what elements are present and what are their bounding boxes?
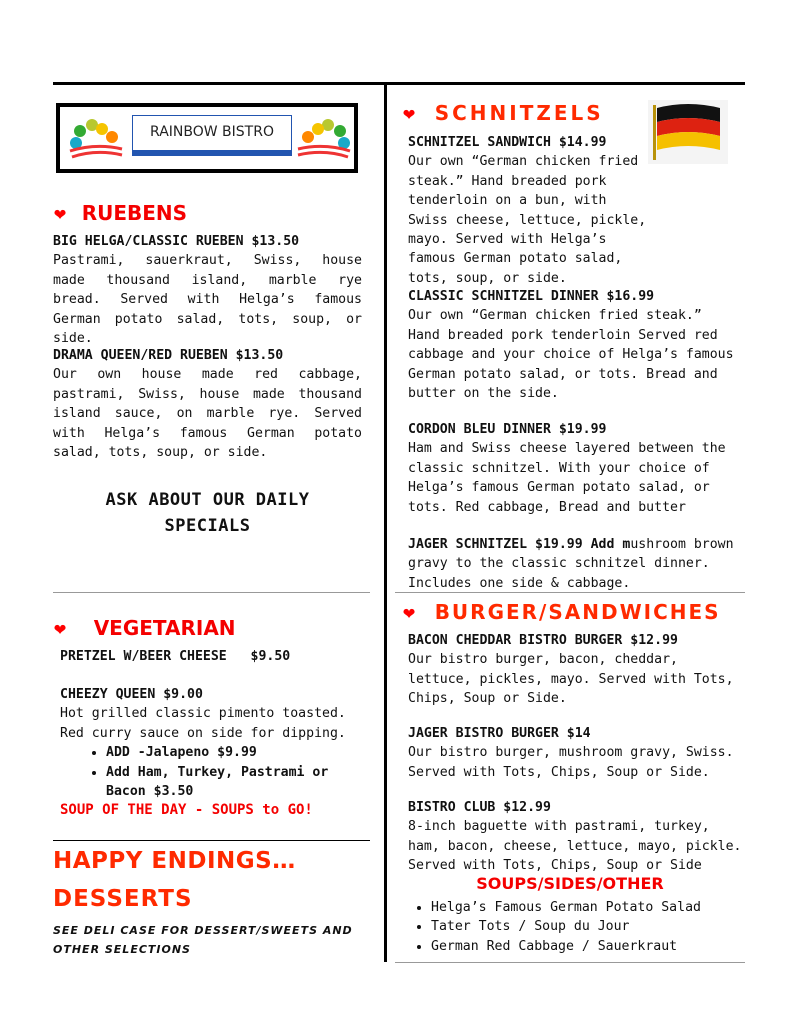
rainbow-figures-icon [294,117,354,163]
item-description: Our bistro burger, bacon, cheddar, lettuce, pickles, mayo. Served with Tots, Chips, Soup or Side. [408,652,734,707]
item-description: Hot grilled classic pimento toasted. Red curry sauce on side for dipping. [60,706,346,741]
divider [53,592,370,593]
item-description: ushroom brown gravy to the classic schnitzel dinner. Includes one side & cabbage. [408,537,734,591]
burger-item [408,798,743,876]
item-name: CLASSIC SCHNITZEL DINNER $16.99 [408,289,655,304]
burger-item [408,631,743,709]
burger-item [408,724,743,782]
daily-specials: ASK ABOUT OUR DAILY SPECIALS [105,490,310,536]
heart-icon: ❤ [54,201,67,225]
item-description [408,152,738,288]
rueben-item [53,346,362,462]
item-description: Our bistro burger, mushroom gravy, Swiss. Served with Tots, Chips, Soup or Side. [408,745,734,780]
logo-title-box: RAINBOW BISTRO [132,115,292,156]
item-name: BIG HELGA/CLASSIC RUEBEN $13.50 [53,234,300,249]
item-description: Ham and Swiss cheese layered between the classic schnitzel. With your choice of Helga’s famous German potato salad, or tots. Red cabbage, Bread and butter [408,441,726,515]
item-name: CHEEZY QUEEN $9.00 [60,687,203,702]
addon-list [60,743,346,801]
desserts-note: SEE DELI CASE FOR DESSERT/SWEETS AND OTHER SELECTIONS [53,924,353,956]
item-name: DRAMA QUEEN/RED RUEBEN $13.50 [53,348,284,363]
schnitzels-heading: ❤ SCHNITZELS [403,101,604,125]
addon-item: • ADD -Jalapeno $9.99 [106,743,346,762]
logo-box [56,103,358,173]
desc-text: Our own “German chicken fried steak.” Hand breaded pork tenderloin on a bun, with Swiss cheese, lettuce, pickle, mayo. Served with Helga’s famous German potato salad, tots, soup, or side. [408,154,647,286]
rueben-item [53,232,362,348]
heart-icon: ❤ [403,600,416,624]
schnitzel-item [408,420,738,517]
top-rule [53,82,745,85]
burgers-heading: ❤ BURGER/SANDWICHES [403,600,721,624]
side-item: • Helga’s Famous German Potato Salad [431,898,701,917]
side-item: • Tater Tots / Soup du Jour [431,917,701,936]
item-name: JAGER SCHNITZEL $19.99 Add m [408,537,631,552]
divider [395,592,745,593]
item-description: Our own house made red cabbage, pastrami, Swiss, house made thousand island sauce, on marble rye. Served with Helga’s famous German potato salad, tots, soup, or side. [53,367,362,461]
side-item: • German Red Cabbage / Sauerkraut [431,937,701,956]
desc-wrap [408,152,648,288]
item-name: BISTRO CLUB $12.99 [408,800,551,815]
rainbow-figures-icon [66,117,126,163]
pretzel-item: PRETZEL W/BEER CHEESE $9.50 [60,649,291,664]
item-name: CORDON BLEU DINNER $19.99 [408,422,607,437]
addon-item: • Add Ham, Turkey, Pastrami or Bacon $3.50 [106,763,346,802]
ruebens-heading: ❤ RUEBENS [54,201,188,225]
divider [395,962,745,963]
column-divider [384,82,387,962]
cheezy-queen-item [60,685,370,821]
desserts-heading: DESSERTS [53,886,193,912]
schnitzel-item [408,133,738,288]
item-name: SCHNITZEL SANDWICH $14.99 [408,135,607,150]
heart-icon: ❤ [403,101,416,125]
divider [53,840,370,841]
happy-endings-heading: HAPPY ENDINGS… [53,848,296,874]
item-name: JAGER BISTRO BURGER $14 [408,726,591,741]
sides-heading: SOUPS/SIDES/OTHER [476,874,664,893]
item-description: 8-inch baguette with pastrami, turkey, ham, bacon, cheese, lettuce, mayo, pickle. Served with Tots, Chips, Soup or Side [408,819,742,874]
item-name: BACON CHEDDAR BISTRO BURGER $12.99 [408,633,678,648]
soup-of-day: SOUP OF THE DAY - SOUPS to GO! [60,802,313,819]
item-description: Pastrami, sauerkraut, Swiss, house made thousand island, marble rye bread. Served with Helga’s famous German potato salad, tots, soup, or side. [53,253,362,347]
vegetarian-heading: ❤ VEGETARIAN [54,616,236,640]
schnitzel-item [408,287,738,403]
sides-list [395,898,701,956]
item-description: Our own “German chicken fried steak.” Hand breaded pork tenderloin Served red cabbage and your choice of Helga’s famous German potato salad, or tots. Bread and butter on the side. [408,308,734,402]
schnitzel-item [408,535,738,593]
heart-icon: ❤ [54,616,67,640]
